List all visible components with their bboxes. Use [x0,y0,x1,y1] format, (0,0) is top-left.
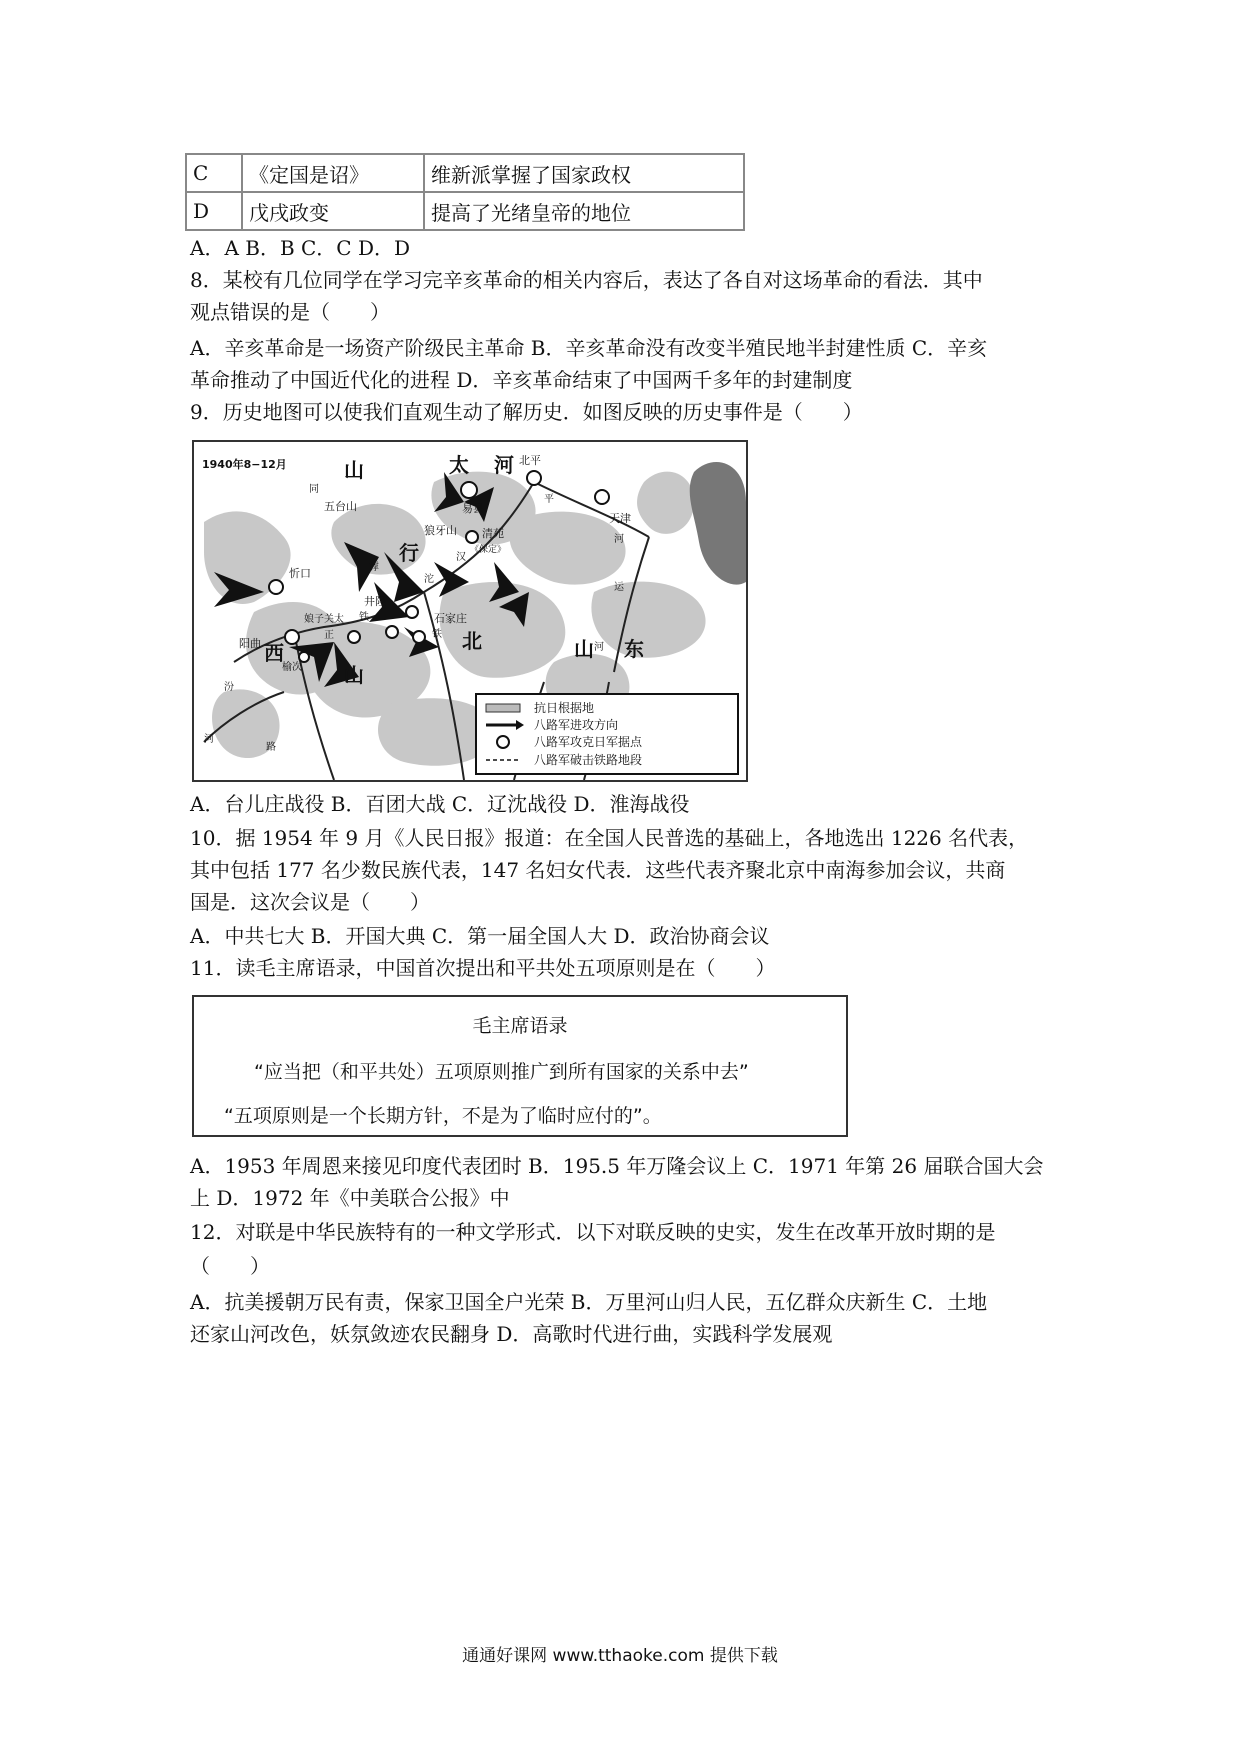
quote-line-2: “五项原则是一个长期方针，不是为了临时应付的”。 [224,1105,662,1127]
answer-table [185,153,745,231]
q7-options: A．A B．B C．C D．D [190,236,411,260]
quote-title: 毛主席语录 [472,1015,568,1037]
rail-label: 太 [334,614,344,625]
rail-label: 铁 [432,629,442,640]
map-date: 1940年8−12月 [202,458,287,471]
quote-line-1: “应当把（和平共处）五项原则推广到所有国家的关系中去” [254,1061,749,1083]
q8-stem-line-1: 8．某校有几位同学在学习完辛亥革命的相关内容后，表达了各自对这场革命的看法．其中 [190,268,983,292]
region-label: 西 [264,641,284,665]
q10-stem-line-3: 国是．这次会议是（ ） [190,890,430,914]
rail-label: 正 [324,630,334,641]
region-label: 山 [344,663,364,687]
quote-box [192,995,848,1137]
region-label: 山 [344,458,364,482]
place-label: 易县 [462,502,484,515]
region-label: 河 [494,453,514,477]
rail-label: 路 [266,742,276,753]
river-label: 河 [614,534,624,545]
legend-advance: 八路军进攻方向 [534,718,619,732]
river-label: 汾 [224,682,234,693]
river-label: 河 [594,642,604,653]
place-label: 榆次 [282,662,302,673]
rail-label: 铁 [359,612,369,623]
place-label: 五台山 [324,500,357,513]
rail-label: 汉 [456,552,466,563]
table-cell: D [186,192,242,230]
q11-stem: 11．读毛主席语录，中国首次提出和平共处五项原则是在（ ） [190,956,776,980]
page-footer: 通通好课网 www.tthaoke.com 提供下载 [462,1646,778,1666]
place-label: 忻口 [289,567,311,580]
q9-stem: 9．历史地图可以使我们直观生动了解历史．如图反映的历史事件是（ ） [190,400,863,424]
place-label: 石家庄 [434,612,467,625]
legend-base-area: 抗日根据地 [534,701,595,715]
rail-label: 沱 [424,574,434,585]
q12-options-line-2: 还家山河改色，妖氛敛迹农民翻身 D．高歌时代进行曲，实践科学发展观 [190,1322,833,1346]
q12-stem-line-2: （ ） [190,1254,270,1278]
table-cell: 维新派掌握了国家政权 [424,154,744,192]
rail-label: 平 [544,494,554,505]
q10-stem-line-2: 其中包括 177 名少数民族代表，147 名妇女代表．这些代表齐聚北京中南海参加会议，共商 [190,858,1006,882]
table-cell: 提高了光绪皇帝的地位 [424,192,744,230]
river-label: 滹 [369,562,379,573]
place-label: 天津 [609,512,631,525]
rail-label: 同 [309,484,319,495]
hundred-regiments-map [192,440,748,782]
place-label: 阳曲 [239,637,261,650]
table-cell: 戊戌政变 [242,192,424,230]
region-label: 北 [462,629,482,653]
region-label: 太 [449,453,469,477]
place-label: 狼牙山 [424,524,457,537]
place-label: 清苑 [482,527,504,540]
river-label: 河 [204,734,214,745]
region-label: 东 [624,637,644,661]
place-label: 娘子关 [304,614,334,625]
table-cell: C [186,154,242,192]
q8-stem-line-2: 观点错误的是（ ） [190,300,390,324]
place-label: 井陉 [364,595,386,608]
region-label: 山 [574,637,594,661]
q10-stem-line-1: 10．据 1954 年 9 月《人民日报》报道：在全国人民普选的基础上，各地选出 1226 名代表， [190,826,1029,850]
map-legend [476,694,738,774]
q12-options-line-1: A．抗美援朝万民有责，保家卫国全户光荣 B．万里河山归人民，五亿群众庆新生 C．土地 [190,1290,988,1314]
q11-options-line-2: 上 D．1972 年《中美联合公报》中 [190,1186,510,1210]
river-label: 运 [614,582,624,593]
q11-options-line-1: A．1953 年周恩来接见印度代表团时 B．195.5 年万隆会议上 C．1971 年第 26 届联合国大会 [190,1154,1044,1178]
table-cell: 《定国是诏》 [242,154,424,192]
region-label: 行 [399,541,419,565]
q8-options-line-2: 革命推动了中国近代化的进程 D．辛亥革命结束了中国两千多年的封建制度 [190,368,853,392]
map-svg [194,442,746,780]
table-row [186,154,744,192]
place-label: 《保定》 [470,545,507,555]
legend-capture: 八路军攻克日军据点 [534,735,643,749]
q9-options: A．台儿庄战役 B．百团大战 C．辽沈战役 D．淮海战役 [190,792,690,816]
place-label: 北平 [519,454,541,467]
table-row [186,192,744,230]
q12-stem-line-1: 12．对联是中华民族特有的一种文学形式．以下对联反映的史实，发生在改革开放时期的是 [190,1220,996,1244]
legend-rail-break: 八路军破击铁路地段 [534,753,643,767]
q8-options-line-1: A．辛亥革命是一场资产阶级民主革命 B．辛亥革命没有改变半殖民地半封建性质 C．辛亥 [190,336,988,360]
q10-options: A．中共七大 B．开国大典 C．第一届全国人大 D．政治协商会议 [190,924,770,948]
